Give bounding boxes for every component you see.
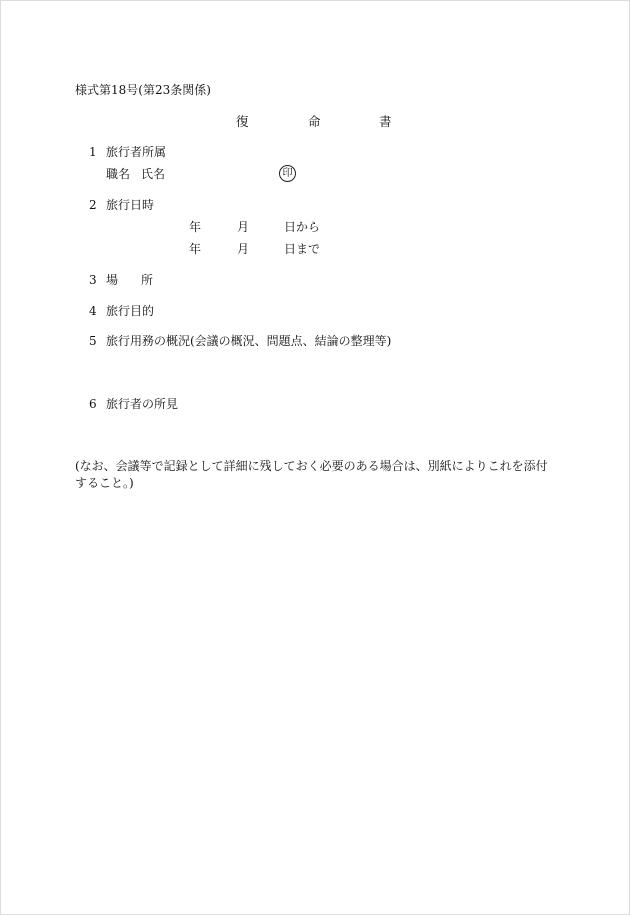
item-5-label: 旅行用務の概況(会議の概況、問題点、結論の整理等)	[106, 334, 392, 348]
footnote: (なお、会議等で記録として詳細に残しておく必要のある場合は、別紙によりこれを添付すること。)	[75, 459, 548, 490]
item-1-number: 1	[89, 145, 97, 159]
form-number: 様式第18号(第23条関係)	[75, 83, 211, 97]
item-2-label: 旅行日時	[106, 198, 155, 212]
position-label: 職名	[106, 167, 131, 181]
name-label: 氏名	[141, 167, 166, 181]
item-4-label: 旅行目的	[106, 304, 155, 318]
date-to-year: 年	[189, 242, 202, 256]
title-char-3: 書	[379, 114, 392, 129]
title-char-1: 復	[236, 114, 249, 129]
item-4-number: 4	[89, 304, 97, 318]
date-from-year: 年	[189, 220, 202, 234]
item-6-label: 旅行者の所見	[106, 397, 179, 411]
title-char-2: 命	[308, 114, 321, 129]
date-to-day: 日まで	[284, 242, 321, 256]
item-2-number: 2	[89, 198, 97, 212]
item-5-number: 5	[89, 334, 97, 348]
date-from-day: 日から	[284, 220, 321, 234]
item-3-number: 3	[89, 273, 97, 287]
item-6-number: 6	[89, 397, 97, 411]
item-3-label-2: 所	[141, 273, 154, 287]
date-to-month: 月	[237, 242, 250, 256]
seal-mark: 印	[279, 165, 296, 182]
item-3-label-1: 場	[106, 273, 119, 287]
date-from-month: 月	[237, 220, 250, 234]
item-1-label: 旅行者所属	[106, 145, 167, 159]
